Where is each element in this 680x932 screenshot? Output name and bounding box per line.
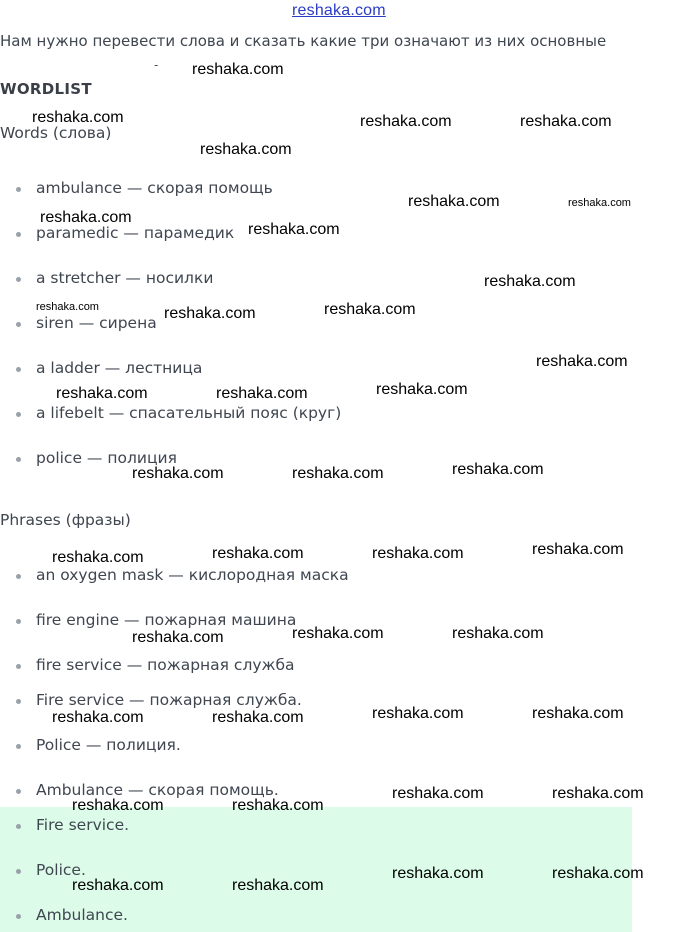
- word-entry: ambulance — скорая помощь: [36, 179, 273, 197]
- phrase-entry: Fire service — пожарная служба.: [36, 691, 302, 709]
- dash-mark: -: [154, 58, 159, 72]
- watermark: reshaka.com: [536, 353, 628, 370]
- word-entry: a lifebelt — спасательный пояс (круг): [36, 404, 342, 422]
- watermark: reshaka.com: [324, 301, 416, 318]
- watermark: reshaka.com: [32, 109, 124, 126]
- phrase-entry: fire service — пожарная служба: [36, 656, 295, 674]
- watermark: reshaka.com: [192, 61, 284, 78]
- bullet-icon: [16, 232, 21, 237]
- watermark: reshaka.com: [212, 709, 304, 726]
- watermark: reshaka.com: [52, 549, 144, 566]
- phrase-entry: Ambulance — скорая помощь.: [36, 781, 279, 799]
- watermark: reshaka.com: [212, 545, 304, 562]
- watermark: reshaka.com: [552, 785, 644, 802]
- phrase-entry: an oxygen mask — кислородная маска: [36, 566, 349, 584]
- watermark: reshaka.com: [36, 301, 99, 313]
- answer-entry: Police.: [36, 861, 86, 879]
- phrase-entry: fire engine — пожарная машина: [36, 611, 297, 629]
- watermark: reshaka.com: [52, 709, 144, 726]
- watermark: reshaka.com: [392, 865, 484, 882]
- watermark: reshaka.com: [132, 629, 224, 646]
- word-entry: paramedic — парамедик: [36, 224, 235, 242]
- bullet-icon: [16, 619, 21, 624]
- word-entry: siren — сирена: [36, 314, 157, 332]
- watermark: reshaka.com: [568, 197, 631, 209]
- watermark: reshaka.com: [40, 209, 132, 226]
- watermark: reshaka.com: [532, 541, 624, 558]
- answer-entry: Fire service.: [36, 816, 130, 834]
- bullet-icon: [16, 699, 21, 704]
- watermark: reshaka.com: [72, 877, 164, 894]
- watermark: reshaka.com: [164, 305, 256, 322]
- bullet-icon: [16, 367, 21, 372]
- word-entry: police — полиция: [36, 449, 177, 467]
- word-entry: a ladder — лестница: [36, 359, 203, 377]
- watermark: reshaka.com: [452, 461, 544, 478]
- words-heading: Words (слова): [0, 124, 112, 142]
- bullet-icon: [16, 574, 21, 579]
- bullet-icon: [16, 824, 21, 829]
- answer-entry: Ambulance.: [36, 906, 128, 924]
- word-entry: a stretcher — носилки: [36, 269, 214, 287]
- watermark: reshaka.com: [532, 705, 624, 722]
- watermark: reshaka.com: [132, 465, 224, 482]
- watermark: reshaka.com: [484, 273, 576, 290]
- watermark: reshaka.com: [216, 385, 308, 402]
- bullet-icon: [16, 789, 21, 794]
- bullet-icon: [16, 664, 21, 669]
- watermark: reshaka.com: [552, 865, 644, 882]
- bullet-icon: [16, 914, 21, 919]
- bullet-icon: [16, 322, 21, 327]
- watermark: reshaka.com: [72, 797, 164, 814]
- watermark: reshaka.com: [56, 385, 148, 402]
- watermark: reshaka.com: [232, 797, 324, 814]
- watermark: reshaka.com: [248, 221, 340, 238]
- bullet-icon: [16, 187, 21, 192]
- bullet-icon: [16, 869, 21, 874]
- bullet-icon: [16, 744, 21, 749]
- watermark: reshaka.com: [392, 785, 484, 802]
- watermark: reshaka.com: [408, 193, 500, 210]
- watermark: reshaka.com: [292, 625, 384, 642]
- wordlist-title: WORDLIST: [0, 80, 92, 98]
- watermark: reshaka.com: [520, 113, 612, 130]
- watermark: reshaka.com: [372, 545, 464, 562]
- phrases-heading: Phrases (фразы): [0, 511, 131, 529]
- site-link[interactable]: reshaka.com: [292, 2, 386, 19]
- bullet-icon: [16, 457, 21, 462]
- phrase-entry: Police — полиция.: [36, 736, 181, 754]
- watermark: reshaka.com: [376, 381, 468, 398]
- watermark: reshaka.com: [360, 113, 452, 130]
- bullet-icon: [16, 412, 21, 417]
- bullet-icon: [16, 277, 21, 282]
- watermark: reshaka.com: [200, 141, 292, 158]
- intro-text: Нам нужно перевести слова и сказать какие три означают из них основные: [0, 32, 607, 50]
- watermark: reshaka.com: [232, 877, 324, 894]
- watermark: reshaka.com: [452, 625, 544, 642]
- watermark: reshaka.com: [292, 465, 384, 482]
- watermark: reshaka.com: [372, 705, 464, 722]
